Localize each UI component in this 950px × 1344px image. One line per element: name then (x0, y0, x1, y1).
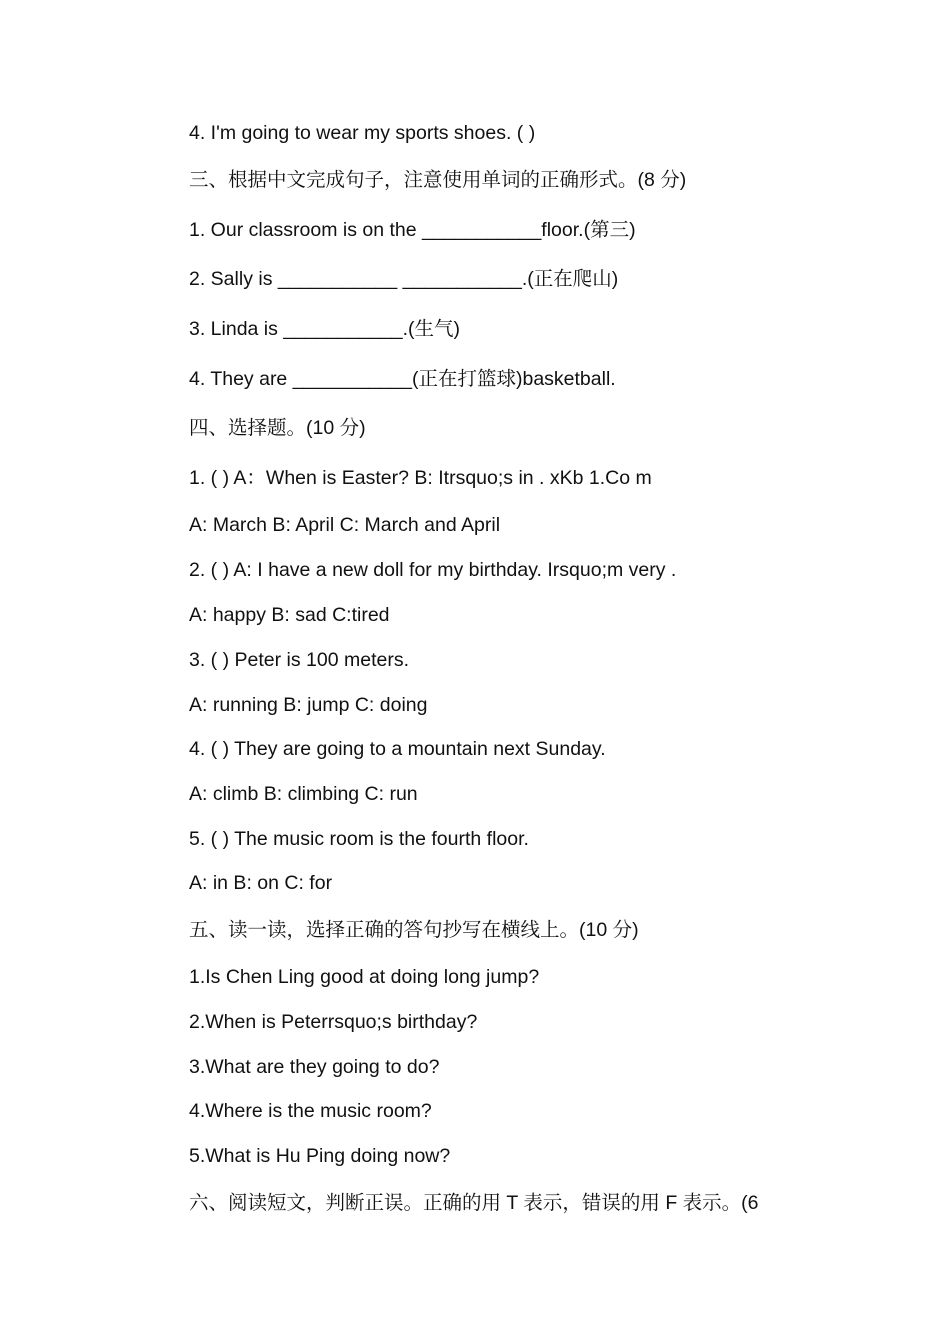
question-line: 2. Sally is ___________ ___________.(正在爬山) (189, 268, 619, 290)
question-line: 1. ( ) A：When is Easter? B: Itrsquo;s in . xKb 1.Co m (189, 467, 652, 489)
section-heading-4: 四、选择题。(10 分) (189, 417, 366, 439)
question-line: 2.When is Peterrsquo;s birthday? (189, 1011, 478, 1033)
question-line: 3. Linda is ___________.(生气) (189, 318, 461, 340)
question-line: 4. They are ___________(正在打篮球)basketball. (189, 368, 616, 390)
question-line: 1. Our classroom is on the ___________floor.(第三) (189, 219, 636, 241)
section-heading-6: 六、阅读短文，判断正误。正确的用 T 表示，错误的用 F 表示。(6 (189, 1192, 759, 1214)
question-line: 4. ( ) They are going to a mountain next Sunday. (189, 738, 606, 760)
section-heading-3: 三、根据中文完成句子，注意使用单词的正确形式。(8 分) (189, 169, 687, 191)
question-line: 2. ( ) A: I have a new doll for my birthday. Irsquo;m very . (189, 559, 677, 581)
question-line: 3.What are they going to do? (189, 1056, 440, 1078)
question-line: 5. ( ) The music room is the fourth floor. (189, 828, 529, 850)
section-heading-5: 五、读一读，选择正确的答句抄写在横线上。(10 分) (189, 919, 639, 941)
question-line: 3. ( ) Peter is 100 meters. (189, 649, 409, 671)
answer-options: A: happy B: sad C:tired (189, 604, 390, 626)
question-line: 4. I'm going to wear my sports shoes. ( ) (189, 122, 536, 144)
question-line: 5.What is Hu Ping doing now? (189, 1145, 451, 1167)
answer-options: A: in B: on C: for (189, 872, 333, 894)
answer-options: A: running B: jump C: doing (189, 694, 428, 716)
answer-options: A: March B: April C: March and April (189, 514, 501, 536)
question-line: 1.Is Chen Ling good at doing long jump? (189, 966, 540, 988)
answer-options: A: climb B: climbing C: run (189, 783, 418, 805)
question-line: 4.Where is the music room? (189, 1100, 432, 1122)
